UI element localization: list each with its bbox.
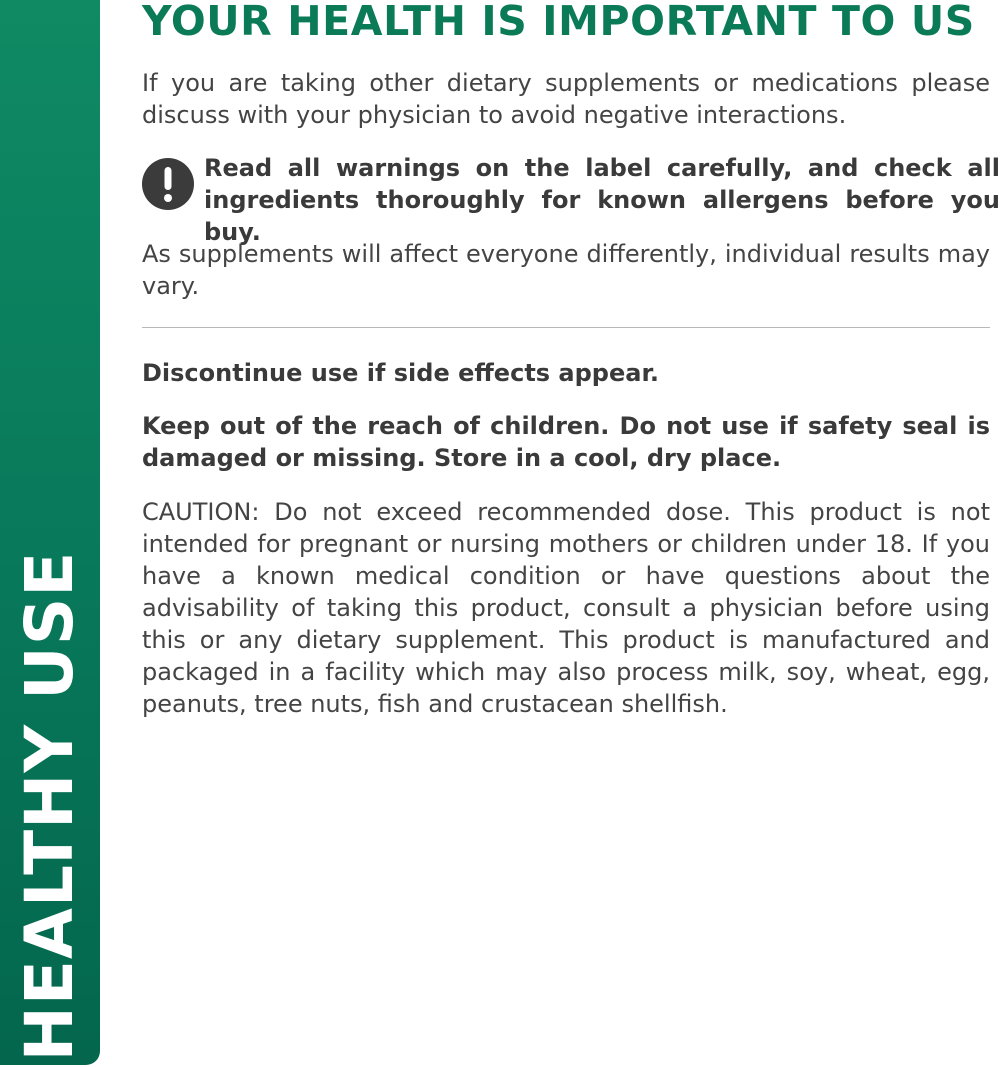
side-banner (0, 0, 100, 1065)
exclamation-circle-icon (142, 158, 194, 210)
section-divider (142, 327, 990, 328)
discontinue-notice: Discontinue use if side effects appear. (142, 359, 659, 387)
caution-paragraph: CAUTION: Do not exceed recommended dose. This product is not intended for pregnant or nursing mothers or children under 18. If you have a known medical condition or have questions about the advisability of taking this product, consult a physician before using this or any dietary supplement. This product is manufactured and packaged in a facility which may also process milk, soy, wheat, egg, peanuts, tree nuts, fish and crustacean shellfish. (142, 498, 990, 718)
storage-notice: Keep out of the reach of children. Do not use if safety seal is damaged or missing. Store in a cool, dry place. (142, 412, 990, 472)
intro-paragraph: If you are taking other dietary supplements or medications please discuss with your physician to avoid negative interactions. (142, 69, 990, 129)
page-title: YOUR HEALTH IS IMPORTANT TO US (142, 0, 975, 45)
warning-callout (142, 152, 1000, 248)
results-note: As supplements will affect everyone differently, individual results may vary. (142, 240, 990, 300)
warning-text: Read all warnings on the label carefully, and check all ingredients thoroughly for known allergens before you buy. (204, 154, 1000, 246)
side-banner-label: HEALTHY USE (11, 550, 88, 1062)
